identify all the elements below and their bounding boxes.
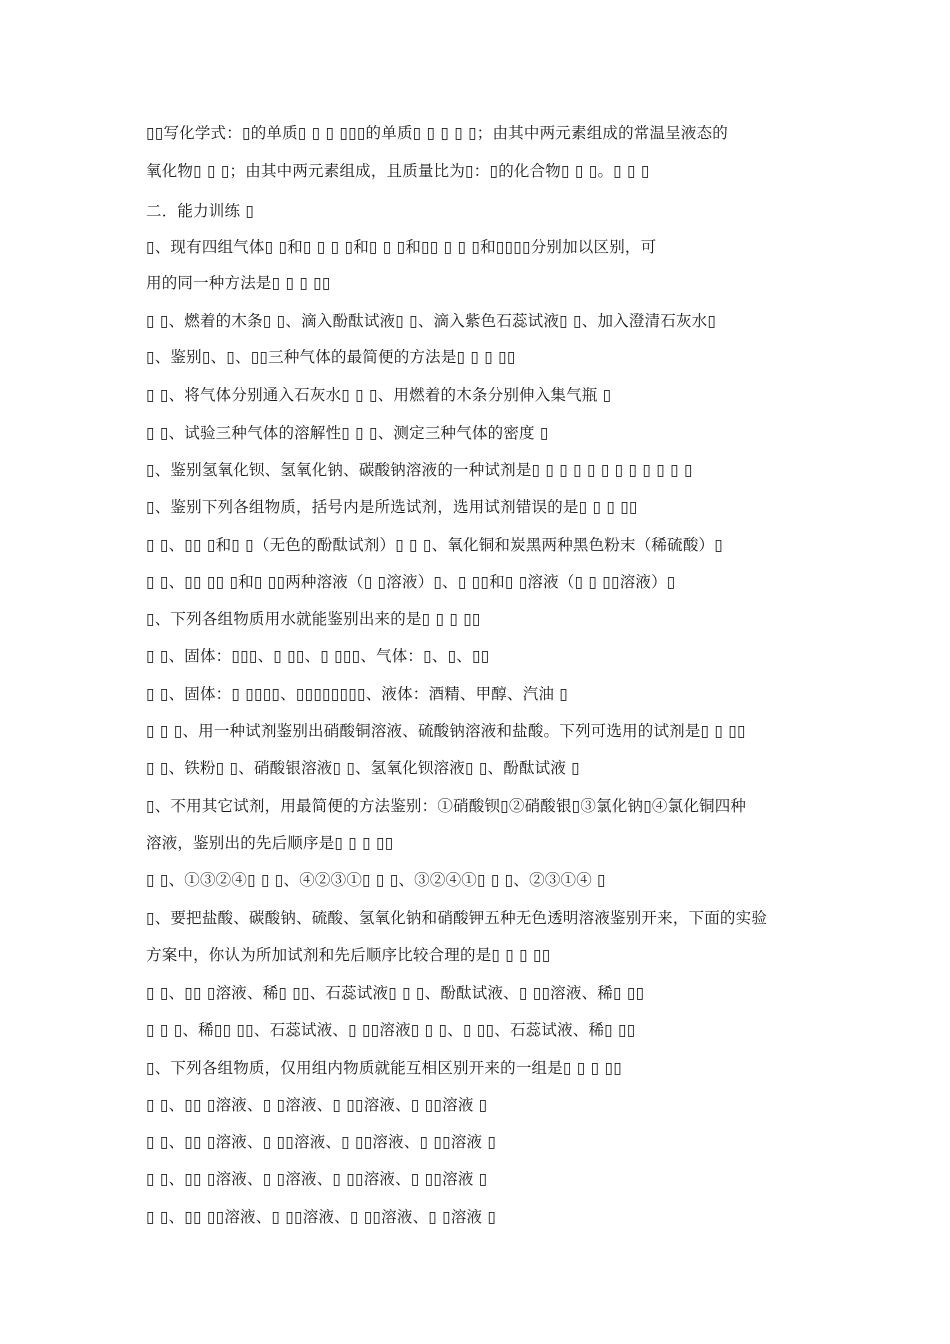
text-line-29: ▯ ▯、▯▯ ▯溶液、▯ ▯溶液、▯ ▯▯溶液、▯ ▯▯溶液 ▯ bbox=[146, 1170, 488, 1188]
text-line-24: ▯ ▯、▯▯ ▯溶液、稀▯ ▯▯、石蕊试液▯ ▯ ▯、酚酞试液、▯ ▯▯溶液、稀▯ ▯▯ bbox=[146, 984, 645, 1002]
text-line-30: ▯ ▯、▯▯ ▯▯溶液、▯ ▯▯溶液、▯ ▯▯溶液、▯ ▯溶液 ▯ bbox=[146, 1208, 497, 1226]
text-line-27: ▯ ▯、▯▯ ▯溶液、▯ ▯溶液、▯ ▯▯溶液、▯ ▯▯溶液 ▯ bbox=[146, 1096, 488, 1114]
text-line-19: ▯、不用其它试剂，用最简便的方法鉴别：①硝酸钡▯②硝酸银▯③氯化钠▯④氯化铜四种 bbox=[146, 797, 747, 815]
text-line-26: ▯、下列各组物质，仅用组内物质就能互相区别开来的一组是▯ ▯ ▯ ▯▯ bbox=[146, 1059, 622, 1077]
text-line-20: 溶液，鉴别出的先后顺序是▯ ▯ ▯ ▯▯ bbox=[146, 834, 394, 852]
text-line-17: ▯ ▯ ▯、用一种试剂鉴别出硝酸铜溶液、硫酸钠溶液和盐酸。下列可选用的试剂是▯ ▯ ▯▯ bbox=[146, 722, 746, 740]
text-line-22: ▯、要把盐酸、碳酸钠、硫酸、氢氧化钠和硝酸钾五种无色透明溶液鉴别开来，下面的实验 bbox=[146, 909, 768, 927]
text-line-25: ▯ ▯ ▯、稀▯▯ ▯▯、石蕊试液、▯ ▯▯溶液▯ ▯ ▯、▯ ▯▯、石蕊试液、稀▯ ▯▯ bbox=[146, 1021, 636, 1039]
text-line-15: ▯ ▯、固体：▯▯▯、▯ ▯▯、▯ ▯▯▯、气体：▯、▯、▯▯ bbox=[146, 647, 490, 665]
text-line-28: ▯ ▯、▯▯ ▯溶液、▯ ▯▯溶液、▯ ▯▯溶液、▯ ▯▯溶液 ▯ bbox=[146, 1133, 497, 1151]
text-line-11: ▯、鉴别下列各组物质，括号内是所选试剂，选用试剂错误的是▯ ▯ ▯ ▯▯ bbox=[146, 498, 638, 516]
text-line-8: ▯ ▯、将气体分别通入石灰水▯ ▯ ▯、用燃着的木条分别伸入集气瓶 ▯ bbox=[146, 386, 612, 404]
text-line-14: ▯、下列各组物质用水就能鉴别出来的是▯ ▯ ▯ ▯▯ bbox=[146, 610, 481, 628]
text-line-13: ▯ ▯、▯▯ ▯▯ ▯和▯ ▯▯两种溶液（▯ ▯溶液）▯、▯ ▯▯和▯ ▯溶液（▯ ▯ ▯▯溶液）▯ bbox=[146, 573, 676, 591]
text-line-23: 方案中，你认为所加试剂和先后顺序比较合理的是▯ ▯ ▯ ▯▯ bbox=[146, 946, 551, 964]
text-line-5: 用的同一种方法是▯ ▯ ▯ ▯▯ bbox=[146, 274, 331, 292]
text-line-21: ▯ ▯、①③②④▯ ▯ ▯、④②③①▯ ▯ ▯、③②④①▯ ▯ ▯、②③①④ ▯ bbox=[146, 871, 606, 889]
text-line-9: ▯ ▯、试验三种气体的溶解性▯ ▯ ▯、测定三种气体的密度 ▯ bbox=[146, 424, 549, 442]
text-line-7: ▯、鉴别▯、▯、▯▯三种气体的最简便的方法是▯ ▯ ▯ ▯▯ bbox=[146, 348, 516, 366]
text-line-4: ▯、现有四组气体▯ ▯和▯ ▯ ▯ ▯和▯ ▯ ▯和▯▯ ▯ ▯ ▯和▯▯▯▯分别加以区别，可 bbox=[146, 238, 657, 256]
text-line-6: ▯ ▯、燃着的木条▯ ▯、滴入酚酞试液▯ ▯、滴入紫色石蕊试液▯ ▯、加入澄清石灰水▯ bbox=[146, 312, 717, 330]
text-line-2: 氧化物▯ ▯ ▯；由其中两元素组成，且质量比为▯：▯的化合物▯ ▯ ▯。▯ ▯ ▯ bbox=[146, 162, 650, 180]
text-line-12: ▯ ▯、▯▯ ▯和▯ ▯（无色的酚酞试剂）▯ ▯ ▯、氧化铜和炭黑两种黑色粉末（稀硫酸）▯ bbox=[146, 536, 723, 554]
text-line-16: ▯ ▯、固体：▯ ▯▯▯▯、▯▯▯▯▯▯▯▯、液体：酒精、甲醇、汽油 ▯ bbox=[146, 685, 568, 703]
text-line-1: ▯▯写化学式：▯的单质▯ ▯ ▯ ▯▯▯的单质▯ ▯ ▯ ▯ ▯；由其中两元素组成的常温呈液态的 bbox=[146, 124, 729, 142]
section-heading: 二．能力训练 ▯ bbox=[146, 202, 255, 220]
text-line-10: ▯、鉴别氢氧化钡、氢氧化钠、碳酸钠溶液的一种试剂是▯ ▯ ▯ ▯ ▯ ▯ ▯ ▯ ▯ ▯ ▯ ▯ bbox=[146, 461, 693, 479]
text-line-18: ▯ ▯、铁粉▯ ▯、硝酸银溶液▯ ▯、氢氧化钡溶液▯ ▯、酚酞试液 ▯ bbox=[146, 759, 580, 777]
